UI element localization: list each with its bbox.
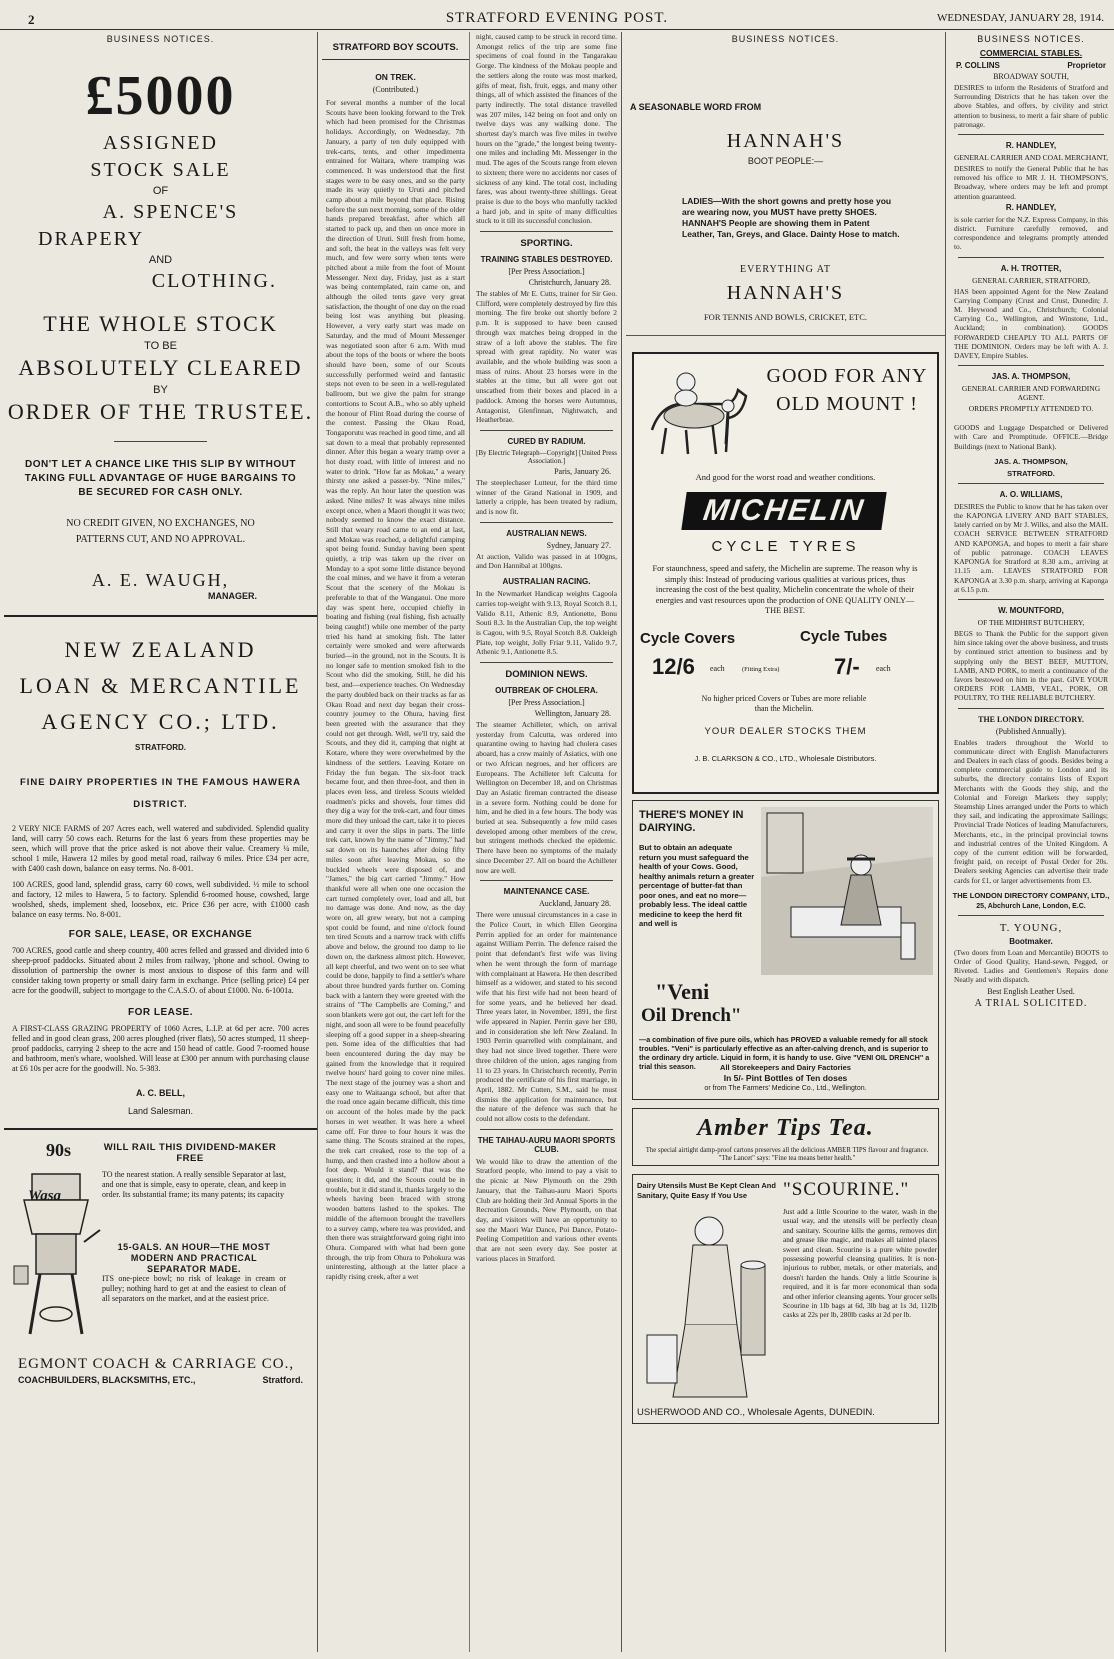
sale-line-assigned: ASSIGNED	[103, 132, 218, 154]
cycle-tubes-label: Cycle Tubes	[800, 628, 888, 645]
collins-line	[950, 61, 1112, 70]
section-header: BUSINESS NOTICES.	[106, 34, 215, 44]
article-body-racing: In the Newmarket Handicap weights Cagoola carries top-weight with 9.13, Royal Scotch 8.1, Valido 8.11, Athenic 8.9, Antionette, Bonu Souti 8.3. In the Australian Cup, the top weight is Cagou, with 9.5, Royal Scotch 8.8. Oakleigh Plate, top weight, Jolly Friar 9.11, Valido 9.7, Athenic 9.1, Antionette 8.5.	[476, 589, 617, 657]
london-directory-title: THE LONDON DIRECTORY.	[978, 714, 1084, 724]
trotter-name: A. H. TROTTER,	[1000, 263, 1062, 273]
press-association-2: [By Electric Telegraph—Copyright] [United Press Association.]	[476, 448, 617, 465]
veni-oil-drench-ad	[632, 800, 939, 1100]
sale-drapery: DRAPERY	[38, 228, 145, 250]
cycle-covers-label: Cycle Covers	[640, 630, 736, 647]
williams-body: DESIRES the Public to know that he has taken over the KAPONGA LIVERY AND BAIT STABLES, lately carried on by Mr J. Wilks, and also the MAIL COACH SERVICE BETWEEN STRATFORD AND KAPONGA, and hopes to merit a fair share of public patronage. COACH LEAVES KAPONGA for Stratford at 8.30 a.m., arriving at 11.15 a.m. LEAVES STRATFORD FOR KAPONGA at 3.30 p.m. sharp, arriving at Kaponga at 6.15 p.m.	[954, 501, 1108, 594]
sale-to-be: TO BE	[144, 340, 177, 352]
newspaper-title: STRATFORD EVENING POST.	[445, 10, 669, 26]
divider	[480, 880, 613, 881]
section-header: BUSINESS NOTICES.	[977, 34, 1085, 44]
article-body-aus: At auction, Valido was passed in at 100gns, and Don Hannibal at 100gns.	[476, 551, 617, 571]
dateline-auckland: Auckland, January 28.	[539, 899, 611, 909]
scourine-agents: USHERWOOD AND CO., Wholesale Agents, DUNEDIN.	[637, 1407, 875, 1418]
divider	[4, 1128, 317, 1130]
london-directory-published: (Published Annually).	[995, 726, 1067, 736]
divider	[958, 708, 1104, 709]
cycle-covers-price: 12/6	[652, 654, 695, 679]
divider	[480, 231, 613, 232]
page-number: 2	[28, 12, 35, 27]
london-directory-address: 25, Abchurch Lane, London, E.C.	[976, 902, 1086, 910]
heading-cholera: OUTBREAK OF CHOLERA.	[495, 686, 598, 696]
collins-name: P. COLLINS	[956, 61, 1000, 70]
listing-two-farms: 2 VERY NICE FARMS of 207 Acres each, well watered and subdivided. Splendid quality land, will carry 50 cows each. Returns for the last 6 years from these properties may be seen, which will prove that the price asked is not above their value. Creamery ¼ mile, school 1 mile, Hawera 12 miles by good metal road, railway 6 miles. Price £34 per acre, with £400 cash down, balance on easy terms. No. 8-001.	[12, 824, 309, 873]
divider	[4, 615, 317, 617]
trotter-body: HAS been appointed Agent for the New Zealand Carrying Company (Crust and Crust, Dunedin; J. M. Heywood and Co., Christchurch; Colonial Carrying Co., Wellington, and Winstone, Ltd., Auckland; in combination). GOODS FORWARDED CHEAPLY TO ALL PARTS OF THE DOMINION. Orders may be left with A. J. DAVEY, Empire Stables.	[954, 286, 1108, 361]
sale-clothing: CLOTHING.	[151, 270, 277, 292]
scourine-body: Just add a little Scourine to the water, wash in the usual way, and the utensils will be perfectly clean and sanitary. Scourine kills the germs, removes dirt and grease like magic, and makes all tainted places sweet and clean. Scourine is a pure white powder possessing powerful cleansing qualities. It is non-injurious to rubber, metals, or other materials, and doesn't harden the hands. Only a little Scourine is required, and it is far more economical than soda and other inferior cleansing agents. Your grocer sells Scourine in 1lb bags at 6d, 3lb bag at 1s 3d, 112lb casks at 22s per lb, 280lb casks at 2d per lb.	[783, 1207, 937, 1320]
nz-loan-line1: NEW ZEALAND	[64, 637, 257, 662]
young-body: (Two doors from Loan and Mercantile) BOOTS to Order of Good Quality, Hand-sewn, Pegged, or Riveted. Ladies and Gentlemen's Repairs done Neatly and with dispatch.	[954, 947, 1108, 985]
sale-no-credit: NO CREDIT GIVEN, NO EXCHANGES, NO PATTERNS CUT, AND NO APPROVAL.	[66, 518, 255, 545]
mountford-title: OF THE MIDHIRST BUTCHERY,	[977, 617, 1085, 627]
divider	[958, 365, 1104, 366]
article-body-cholera: The steamer Achilleter, which, on arrival yesterday from Calcutta, was ordered into quarantine owing to having had cholera cases aboard, has a crew mainly of Asiatics, with one or two African negroes, and her officers are Europeans. The Achilleter left Calcutta for Wellington on December 18, and on Christmas Day an Asiatic fireman contracted the disease in a severe form. Nothing could be done for him, and he died in a few hours. The body was buried at sea. Subsequently a few mild cases developed among other members of the crew, but stringent methods checked the epidemic. There have been no symptoms of the malady since December 27. All on board the Achilleter now are well.	[476, 720, 617, 875]
nz-loan-line3: AGENCY CO.; LTD.	[41, 709, 280, 734]
heading-dominion-news: DOMINION NEWS.	[505, 669, 588, 681]
michelin-body: For staunchness, speed and safety, the Michelin are supreme. The reason why is simply this: Instead of producing various qualities at various prices, thus increasing the cost of the best quality, Michelin concentrate the whole of their energies and vast resources upon the production of ONE QUALITY ONLY—THE BEST.	[652, 564, 918, 615]
london-directory-body: Enables traders throughout the World to communicate direct with English Manufacturers and Dealers in each class of goods. Besides being a complete commercial guide to London and its suburbs, the directory contains lists of Export Merchants with the Goods they ship, and the Colonial and Foreign Markets they supply; Steamship Lines arranged under the Ports to which they sail, and indicating the approximate Sailings; Provincial Trade Notices of leading Manufacturers, Merchants, etc., in the principal provincial towns and industrial centres of the United Kingdom. A copy of the current edition will be forwarded, freight paid, on receipt of Postal Order for 20s. Dealers seeking Agencies can advertise their trade cards for £1, or larger advertisements from £3.	[954, 737, 1108, 885]
williams-name: A. O. WILLIAMS,	[999, 489, 1063, 499]
sale-of: OF	[152, 185, 169, 197]
separator-body-2: ITS one-piece bowl; no risk of leakage in cream or pulley; nothing hard to get at and the easiest to clean of all separators on the market, and at the easiest price.	[102, 1274, 286, 1303]
commercial-stables-heading: COMMERCIAL STABLES.	[979, 48, 1083, 58]
veni-bottles: In 5/- Pint Bottles of Ten doses	[723, 1073, 848, 1083]
thompson-town: STRATFORD.	[1007, 468, 1055, 478]
young-trial: A TRIAL SOLICITED.	[974, 997, 1088, 1009]
scourine-ad	[632, 1174, 939, 1424]
sale-amount: £5000	[85, 65, 236, 127]
handley-name-2: R. HANDLEY,	[1005, 202, 1057, 212]
hannahs-sub: BOOT PEOPLE:—	[747, 156, 824, 166]
heading-sporting: SPORTING.	[520, 238, 573, 250]
dateline-christchurch: Christchurch, January 28.	[528, 278, 611, 288]
amber-brand: Amber Tips Tea.	[697, 1115, 874, 1141]
divider	[958, 599, 1104, 600]
separator-brand: Wasa	[28, 1188, 62, 1204]
egmont-bottom	[4, 1373, 317, 1387]
hannahs-name: HANNAH'S	[726, 130, 845, 152]
veni-body: But to obtain an adequate return you must safeguard the health of your Cows. Good, healthy animals return a greater percentage of butter-fat than poor ones, and eat no more—probably less. The ideal cattle medicine to keep the herd fit and well is	[639, 843, 755, 928]
amber-body: The special airtight damp-proof cartons preserves all the delicious AMBER TIPS flavour and fragrance. "The Lancet" says: "Fine tea means better health."	[645, 1147, 929, 1162]
divider	[114, 441, 207, 442]
young-leather: Best English Leather Used.	[987, 986, 1075, 996]
sale-order-trustee: ORDER OF THE TRUSTEE.	[7, 399, 314, 424]
listing-700-acres: 700 ACRES, good cattle and sheep country, 400 acres felled and grassed and divided into 6 sheep-proof paddocks. Situated about 2 miles from railway, 'phone and school. Owing to dissolution of partnership the owner is most anxious to dispose of this farm and will consider taking town property or small dairy farm in exchange. Price (selling price) £4 per acre for the goodwill, subject to mortgage to the C.A.S.O. of about £1000. No. 6-1001a.	[12, 946, 309, 995]
listing-100-acres: 100 ACRES, good land, splendid grass, carry 60 cows, well subdivided. ½ mile to school and factory, 12 miles to Hawera, 5 to factory. Splendid 6-roomed house, cowshed, large woolshed, sheds, implement shed, loosebox, etc. Price £36 per acre, with £1000 cash balance on easy terms. No. 8-001.	[12, 880, 309, 919]
agent-title: Land Salesman.	[127, 1106, 194, 1116]
thompson-orders: ORDERS PROMPTLY ATTENDED TO.	[968, 404, 1094, 414]
column-business-notices-ads	[626, 32, 946, 1652]
dateline-wellington: Wellington, January 28.	[534, 709, 611, 719]
separator-body-1: TO the nearest station. A really sensible Separator at last, and one that is simple, easy to operate, clean, and keep in order. Its substantial frame; its many patents; its capacity	[102, 1170, 286, 1199]
mountford-body: BEGS to Thank the Public for the support given him since taking over the above business, and trusts by continued strict attention to business and by supplying only the BEST BEEF, MUTTON, LAMB, AND PORK, to merit a continuance of the favors bestowed on him in the past. GIVE YOUR ORDERS FOR LAMB, VEAL, PORK, OR POULTRY, TO THE RELIABLE BUTCHERY.	[954, 628, 1108, 703]
michelin-note: No higher priced Covers or Tubes are more reliable than the Michelin.	[701, 694, 867, 713]
article-body-maintenance: There were unusual circumstances in a case in the Police Court, in which Ellen Georgina Perrin applied for an order for maintenance against William Perrin. The defence raised the point that defendant's first wife was living when he went through the form of marriage with complainant at Hawera. He then described himself as a widower, and stated to his second wife that his first wife had not been heard of for some years, and he believed her dead. Three years later, in November, 1891, the first wife appeared in Napier. Perrin gave her £80, and in consideration she left New Zealand. In 1903 Perrin quarrelled with complainant, and they had not since lived together. There were three children of the union, ages ranging from 11 to 23 years. In Christchurch recently, Perrin produced the certificate of his first marriage, in April, 1882. Mr Cutten, S.M., said he must dismiss the application for maintenance, but the nature of the defence was such that he could not allow costs to the defendant.	[476, 910, 617, 1124]
collins-address: BROADWAY SOUTH,	[993, 72, 1069, 81]
hannahs-body: LADIES—With the short gowns and pretty hose you are wearing now, you MUST have pretty SHOES. HANNAH'S People are showing them in Patent Leather, Tan, Greys, and Glace. Dainty Hose to match.	[682, 196, 900, 239]
sale-promo: DON'T LET A CHANCE LIKE THIS SLIP BY WITHOUT TAKING FULL ADVANTAGE OF HUGE BARGAINS TO BE SECURED FOR CASH ONLY.	[24, 459, 297, 498]
separator-ad	[4, 1136, 317, 1356]
sale-cleared: ABSOLUTELY CLEARED	[18, 355, 303, 380]
separator-headline: WILL RAIL THIS DIVIDEND-MAKER FREE	[103, 1142, 277, 1164]
sale-spence: A. SPENCE'S	[102, 201, 239, 223]
nz-loan-line2: LOAN & MERCANTILE	[19, 673, 302, 698]
sale-whole-stock: THE WHOLE STOCK	[43, 311, 278, 336]
handley-body-2: is sole carrier for the N.Z. Express Company, in this district. Furniture carefully removed, and correspondence and telegrams promptly attended to.	[954, 214, 1108, 252]
thompson-body: GOODS and Luggage Despatched or Delivered with Care and Promptitude. OFFICE.—Bridge Buildings (next to National Bank).	[954, 423, 1108, 451]
divider	[480, 1129, 613, 1130]
article-body-taihau: We would like to draw the attention of the Stratford people, who intend to pay a visit to the picnic at New Plymouth on the 29th January, that the Taihau-auru Maori Sports Club are holding their 3rd Annual Sports in the Recreation Grounds, New Plymouth, on that day, and visitors will have an opportunity to see the Maori War Dance, Poi Dance, Potato-Peeling Competition and various other events that are not seen every day. See poster at various places in Stratford.	[476, 1156, 617, 1263]
mountford-name: W. MOUNTFORD,	[998, 605, 1064, 615]
article-contributed: (Contributed.)	[372, 85, 419, 94]
sale-and: AND	[148, 254, 173, 266]
press-association-3: [Per Press Association.]	[508, 698, 585, 708]
hannahs-name-2: HANNAH'S	[726, 282, 845, 304]
dairy-properties-heading: FINE DAIRY PROPERTIES IN THE FAMOUS HAWERA DISTRICT.	[19, 777, 302, 810]
heading-australian-news: AUSTRALIAN NEWS.	[506, 528, 587, 538]
handley-body: DESIRES to notify the General Public that he has removed his office to MR J. H. THOMPSON'S, Broadway, where orders may be left and prompt attention guaranteed.	[954, 164, 1108, 201]
sale-by: BY	[153, 384, 168, 396]
collins-title: Proprietor	[1067, 61, 1106, 70]
column-business-notices-1	[4, 32, 318, 1652]
michelin-brand: MICHELIN	[681, 492, 886, 530]
sale-line-stock-sale: STOCK SALE	[90, 159, 231, 181]
masthead	[0, 0, 1114, 30]
cycle-tubes-each: each	[876, 664, 891, 673]
heading-taihau-auru: THE TAIHAU-AURU MAORI SPORTS CLUB.	[477, 1135, 616, 1154]
bibendum-horse-illustration	[642, 360, 752, 460]
thompson-signature: JAS. A. THOMPSON,	[994, 456, 1068, 466]
article-body-radium: The steeplechaser Lutteur, for the third time winner of the Grand National in 1909, and latterly a cripple, has been treated by radium, and is now fit.	[476, 477, 617, 517]
hannahs-everything: EVERYTHING AT	[739, 264, 832, 275]
veni-description: —a combination of five pure oils, which has PROVED a valuable remedy for all stock troubles. "Veni" is particularly effective as an after-calving drench, and is superior to the ordinary dry article. Liquid in form, it is handy to use. Give "VENI OIL DRENCH" a trial this season.	[639, 1035, 930, 1071]
farmer-illustration	[761, 807, 933, 975]
for-lease-heading: FOR LEASE.	[127, 1007, 193, 1018]
woman-with-utensils-illustration	[637, 1205, 777, 1401]
hannahs-sports: FOR TENNIS AND BOWLS, CRICKET, ETC.	[703, 312, 868, 322]
article-heading-scouts: STRATFORD BOY SCOUTS.	[322, 42, 469, 60]
handley-title: GENERAL CARRIER AND COAL MERCHANT,	[953, 153, 1109, 163]
hannahs-intro: A SEASONABLE WORD FROM	[630, 102, 762, 112]
heading-australian-racing: AUSTRALIAN RACING.	[502, 577, 591, 587]
divider	[480, 430, 613, 431]
manager-title: MANAGER.	[208, 591, 257, 601]
egmont-trades: COACHBUILDERS, BLACKSMITHS, ETC.,	[18, 1375, 196, 1385]
michelin-ad	[632, 352, 939, 794]
divider	[958, 483, 1104, 484]
nz-loan-town: STRATFORD.	[135, 743, 186, 752]
hannahs-ad	[626, 46, 945, 336]
scourine-lead: Dairy Utensils Must Be Kept Clean And Sanitary, Quite Easy If You Use	[637, 1181, 776, 1200]
article-body-scouts-cont: night, caused camp to be struck in record time. Amongst relics of the trip are some fine specimens of coal found in the Tangarakau Gorge. The kindness of the Mokau people and the settlers along the route was most marked, gifts of meat, fish, fruit, eggs, and many other things, all of which assisted the finances of the party indirectly. The total distance travelled was 207 miles, 142 being on foot and only on twelve days was any walking done. The shortest day's march was five miles in twelve hours on the "grade," the longest being twenty-one miles and including Mt. Messenger in the mud. The ages of the Scouts range from eleven to sixteen; there were no accidents nor cases of sickness of any kind. The total cost, including fares, was about twenty-three shillings. Great praise is due to the boys who manfully tackled a hard job, and in spite of many difficulties stuck to it till its successful conclusion.	[476, 32, 617, 226]
scourine-brand: "SCOURINE."	[783, 1179, 910, 1200]
michelin-distributor: J. B. CLARKSON & CO., LTD., Wholesale Distributors.	[694, 754, 877, 763]
separator-tag: 90s	[46, 1140, 72, 1160]
for-sale-lease-heading: FOR SALE, LEASE, OR EXCHANGE	[68, 929, 253, 940]
amber-tips-tea-ad	[632, 1108, 939, 1166]
column-news	[472, 32, 622, 1652]
michelin-tagline: And good for the worst road and weather conditions.	[695, 472, 876, 482]
article-body-training: The stables of Mr E. Cutts, trainer for Sir Geo. Clifford, were completely destroyed by fire this morning. The fire broke out shortly before 2 p.m. It is supposed to have been caused through wax matches being dropped in the straw of a loft above the stables. The fire spread with great rapidity. No water was available, and the whole building was soon a mass of ruins. About 23 horses were in the stables at the time, but all were got out unscathed from their boxes and placed in a paddock. Among the horses were Autumnus, Antagonist, Glenfinnan, Nightwatch, and Heatherbrae.	[476, 289, 617, 425]
divider	[958, 134, 1104, 135]
divider	[958, 915, 1104, 916]
article-sub-on-trek: ON TREK.	[375, 72, 416, 82]
heading-training-stables: TRAINING STABLES DESTROYED.	[480, 255, 613, 265]
veni-maker: or from The Farmers' Medicine Co., Ltd., Wellington.	[704, 1085, 867, 1092]
veni-stores: All Storekeepers and Dairy Factories	[720, 1063, 851, 1072]
veni-brand-2: Oil Drench"	[641, 1005, 742, 1026]
veni-brand-1: "Veni	[655, 979, 710, 1004]
veni-headline: THERE'S MONEY IN DAIRYING.	[639, 809, 744, 834]
young-name: T. YOUNG,	[999, 921, 1063, 934]
michelin-headline: GOOD FOR ANY OLD MOUNT !	[766, 365, 928, 415]
dateline-paris: Paris, January 26.	[554, 466, 611, 476]
london-directory-firm: THE LONDON DIRECTORY COMPANY, LTD.,	[952, 890, 1110, 900]
heading-radium: CURED BY RADIUM.	[507, 436, 586, 446]
collins-body: DESIRES to inform the Residents of Stratford and Surrounding Districts that he has taken over the above Stables, and offers, by civility and strict attention to business, to merit a fair share of public patronage.	[954, 83, 1108, 129]
michelin-dealer: YOUR DEALER STOCKS THEM	[704, 726, 867, 737]
handley-name: R. HANDLEY,	[1005, 141, 1057, 151]
article-body-scouts: For several months a number of the local Scouts have been looking forward to the Trek which had been promised for the Christmas holidays. Accordingly, on Wednesday, 7th January, a party of ten duly equipped with trek-carts, tents, and other impedimenta entrained for Waitara, where tramping was commenced. It was understood that the first stages were to be easy ones, and so the party made its way quietly to Uruti and pitched camp about a mile beyond that place. Rising before the sun next morning, some of the older hands prepared breakfast, after which all started to pack up, and then on once more in the direction of Uruti. Still fresh from home, and soft, the heat in the valleys was felt very much, and few were sorry when tents were pitched about a mile from the foot of Mount Messenger. Next day, Friday, just as a start was being contemplated, rain came on, and although the oiled tents gave very great satisfaction, the thought of one day on the road being lost was anything but pleasing. However, a very early start was made on Saturday, and the mud of Mount Messenger was negotiated soon after 6 a.m. With mud about the tops of the boots or where the boots should have been, some of our Scouts successfully performed weird and fantastic steps not even to be seen in a well-regulated ballroom, but we give the palm for strange contortions to Scout A.B., who so ably upheld the honour of Flint Road during the course of the contest. Passing the Okau Road, Tongaporutu was reached in good time, and all sat down to a meal that probably represented dinner. After this began a weary tramp over a hot dusty road, with little of interest and no water to drink. "How far as Mokau," a weary thirsty one asked a passer-by. "Nine miles," was the reply. An hour later the question was asked. Nine miles? It was always nine miles except once, when a Maori thought it was two; nobody seemed to know the exact distance. Still that weary road came to an end at last, and Mokau was reached, a delightful camping spot being found. Sunday having been spent quietly, a trip was taken up the river on Monday to a spot some little distance beyond the coal mines, and we have it from a veteran Scout that the scenery of the Mokau is preferable to that of the Wanganui. One more day was spent here, occupied chiefly in boating and fishing (real fishing, fish actually being caught!) while one member of the party tried his hand at smoking fish. The latter certainly were smoked and were afterwards buried—in the ground, not in the Scouts. It is no longer safe to mention smoked fish to the Scout who did the smoking. Still, he did his best, and—experience teaches. On Wednesday the party doubled back on their tracks as far as Okau Road and next day began their cross-country journey to the Ohura, having first been greeted with the assurance that they could not get through. Well, we'll try, said the Scouts, and they did it, camping that night at Kotare, where they were overwhelmed by the kindness of the settlers. Leaving Kotare on Friday the fun began. The six-foot track became four, and then three-foot, and then in places even less, and tireless Scouts wielded roadmen's picks and shovels, four times did they dig a way for the trek-cart, and four times more did they unload the cart, take it to pieces and carry it over the slips in parts. The little trek cart, known by the name of "Jimmy," had sat down on its haunches after doing fifty miles soon after leaving Mokau, so the buckled wheels were disposed of, and "James," the big cart carried "Jimmy." How thankful were all when one one occasion the cart turned completely over, load and all, but no damage was done. And now, as the day wore on, all grew weary, but not a camping spot could be found, and nine o'clock found ten tired Scouts and a narrow track with cliffs above and below, the ground too damp to lie down on, the darkness almost pitch. However, all kept cheerful, and two went on to see what could be done, happily to find a settler's whare about three hundred yards further on. Coming back with a lantern they were greeted with the strains of "The Campbells are Coming," and soon blankets were got out, the cart left for the night, and soon all were to be found peacefully sleeping off a good supper in a sheep-shearing pen. Some idea of the difficulties that had been encountered during the day may be gained from the knowledge that it required twelve hours' hard going to cover nine miles. The next stage of the journey was a short and easy one to Waitaanga school, but after that the road once again became difficult, this time on account of the holes made by the pack horses in wet weather. It was here a wheel came off. For three to four hours it was the same thing. The Scouts strained at the ropes, the trek cart creaked, rose to the top of a hump, and then crashed into a hollow about a foot deep. Would it stand? that was the question; it did, and the Scouts could be in trouble, but it did stand it, thanks largely to the wheels having been braced with strong wooden battens lashed to the spokes. The middle of the afternoon brought the travellers to a survey camp, where tea was provided, and then there was straightforward going right into Ohura. Compared with what had been gone through, the trip from Ohura to Pohokura was uninteresting, although at the latter place a rapidly rising creek, after a wet	[326, 98, 465, 1282]
column-business-notices-5	[950, 32, 1112, 1652]
divider	[480, 522, 613, 523]
egmont-firm: EGMONT COACH & CARRIAGE CO.,	[18, 1356, 295, 1372]
listing-grazing-property: A FIRST-CLASS GRAZING PROPERTY of 1060 Acres, L.I.P. at 6d per acre. 700 acres felled and in good clean grass, 200 acres ploughed (river flats), 50 acres stumped, 11 sheep-proof paddocks, carrying 2 sheep to the acre and 150 head of cattle. Good 7-roomed house and bathroom, men's whare, woolshed. Will lease at £300 per annum with purchasing clause at £6 10s per acre for the goodwill. No. 5-383.	[12, 1024, 309, 1073]
section-header: BUSINESS NOTICES.	[731, 34, 840, 44]
heading-maintenance: MAINTENANCE CASE.	[503, 887, 590, 897]
cycle-covers-each: each	[710, 664, 725, 673]
agent-name: A. C. BELL,	[136, 1088, 185, 1098]
michelin-product: CYCLE TYRES	[711, 538, 860, 555]
issue-date: WEDNESDAY, JANUARY 28, 1914.	[936, 12, 1104, 24]
trotter-title: GENERAL CARRIER, STRATFORD,	[972, 275, 1090, 285]
divider	[480, 662, 613, 663]
press-association-1: [Per Press Association.]	[508, 267, 585, 277]
cycle-tubes-price: 7/-	[834, 654, 860, 679]
thompson-name: JAS. A. THOMPSON,	[991, 372, 1071, 382]
dateline-sydney: Sydney, January 27.	[546, 540, 611, 550]
divider	[958, 257, 1104, 258]
fitting-extra: (Fitting Extra)	[742, 666, 780, 673]
separator-headline-2: 15-GALS. AN HOUR—THE MOST MODERN AND PRACTICAL SEPARATOR MADE.	[117, 1242, 271, 1274]
manager-name: A. E. WAUGH,	[91, 570, 230, 590]
thompson-title: GENERAL CARRIER AND FORWARDING AGENT.	[961, 384, 1101, 403]
young-title: Bootmaker.	[1009, 936, 1053, 946]
egmont-town: Stratford.	[262, 1375, 303, 1385]
column-boy-scouts	[322, 32, 470, 1652]
